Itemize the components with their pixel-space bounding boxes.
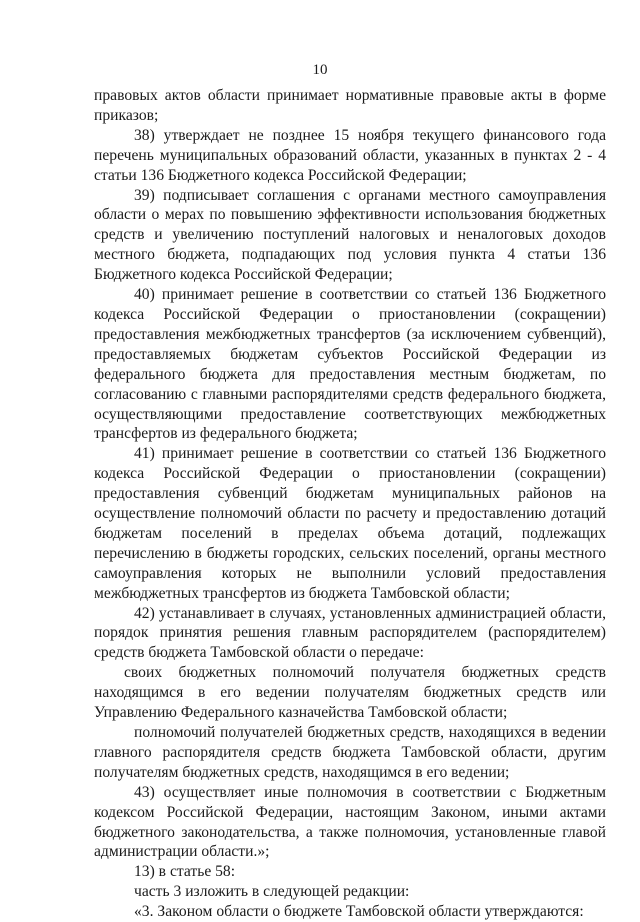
- paragraph-part-3: часть 3 изложить в следующей редакции:: [134, 883, 410, 901]
- paragraph-item-40: 40) принимает решение в соответствии со статьей 136 Бюджетного кодекса Российской Федерации о приостановлении (сокращении) предоставления межбюджетных трансфертов (за исключением субвенций), предоставляемых бюджетам субъектов Российской Федерации из федерального бюджета для предоставления местным бюджетам, по согласованию с главными распорядителями средств федерального бюджета, осуществляющими предоставление соответствующих межбюджетных трансфертов из федерального бюджета;: [94, 286, 606, 443]
- paragraph-item-38: 38) утверждает не позднее 15 ноября текущего финансового года перечень муниципальных образований области, указанных в пунктах 2 - 4 статьи 136 Бюджетного кодекса Российской Федерации;: [94, 126, 606, 184]
- paragraph-item-41: 41) принимает решение в соответствии со статьей 136 Бюджетного кодекса Российской Федерации о приостановлении (сокращении) предоставления субвенций бюджетам муниципальных районов на осуществление полномочий области по расчету и предоставлению дотаций бюджетам поселений в пределах объема дотаций, подлежащих перечислению в бюджеты городских, сельских поселений, органы местного самоуправления которых не выполнили условий предоставления межбюджетных трансфертов из бюджета Тамбовской области;: [94, 445, 606, 602]
- paragraph-item-42: 42) устанавливает в случаях, установленных администрацией области, порядок принятия решения главным распорядителем (распорядителем) средств бюджета Тамбовской области о передаче:: [94, 604, 606, 662]
- page-number: 10: [312, 62, 328, 78]
- document-body: [94, 86, 606, 922]
- paragraph-intro: правовых актов области принимает нормативные правовые акты в форме приказов;: [94, 87, 606, 124]
- paragraph-item-42-sub-1: своих бюджетных полномочий получателя бюджетных средств находящимся в его ведении получателям бюджетных средств или Управлению Федерального казначейства Тамбовской области;: [94, 664, 606, 722]
- paragraph-item-43: 43) осуществляет иные полномочия в соответствии с Бюджетным кодексом Российской Федерации, настоящим Законом, иными актами бюджетного законодательства, а также полномочия, установленные главой администрации области.»;: [94, 783, 606, 861]
- paragraph-item-42-sub-2: полномочий получателей бюджетных средств, находящихся в ведении главного распорядителя средств бюджета Тамбовской области, другим получателям бюджетных средств, находящимся в его ведении;: [94, 724, 606, 781]
- paragraph-amendment-13: 13) в статье 58:: [134, 863, 236, 881]
- paragraph-item-39: 39) подписывает соглашения с органами местного самоуправления области о мерах по повышению эффективности использования бюджетных средств и увеличению поступлений налоговых и неналоговых доходов местного бюджета, подпадающих под условия пункта 4 статьи 136 Бюджетного кодекса Российской Федерации;: [94, 186, 606, 284]
- paragraph-quote-start: «3. Законом области о бюджете Тамбовской области утверждаются:: [134, 903, 584, 921]
